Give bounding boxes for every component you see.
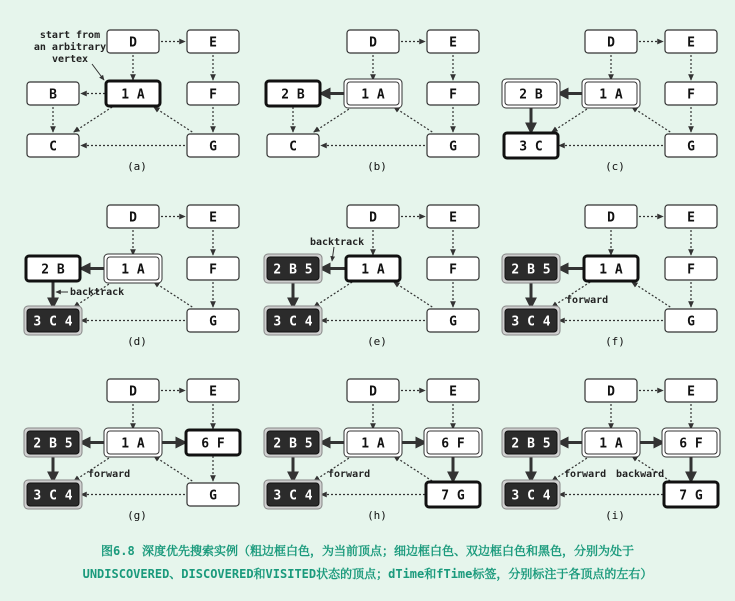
backtrack-pointer <box>332 247 334 261</box>
vertex-label: 3 C 4 <box>33 314 73 330</box>
vertex-e <box>187 30 239 53</box>
vertex-f <box>424 428 482 457</box>
vertex-e <box>665 30 717 53</box>
vertex-label: G <box>449 139 457 155</box>
caption-line-1: 图6.8 深度优先搜索实例（粗边框白色，为当前顶点；细边框白色、双边框白色和黑色，分别为处于 <box>101 544 634 558</box>
backtrack-note: backtrack <box>70 287 125 298</box>
vertex-f <box>665 82 717 105</box>
vertex-label: 7 G <box>441 488 465 504</box>
panel-h <box>240 349 485 524</box>
vertex-c <box>502 480 560 509</box>
vertex-label: 3 C 4 <box>273 314 313 330</box>
vertex-label: 2 B <box>281 87 305 103</box>
vertex-label: G <box>209 139 217 155</box>
panel-i <box>478 349 723 524</box>
vertex-label: 1 A <box>361 87 385 103</box>
vertex-d <box>107 205 159 228</box>
vertex-label: E <box>687 35 695 51</box>
vertex-label: C <box>49 139 57 155</box>
vertex-label: 2 B 5 <box>273 436 313 452</box>
edge-g-a <box>632 107 670 132</box>
panel-graph <box>0 0 245 175</box>
vertex-e <box>427 30 479 53</box>
panel-label: (g) <box>127 509 147 522</box>
forward-note: forward <box>566 295 609 306</box>
vertex-label: 2 B 5 <box>511 436 551 452</box>
vertex-label: F <box>687 87 695 103</box>
vertex-label: 1 A <box>361 262 385 278</box>
edge-g-a <box>154 282 192 307</box>
vertex-b <box>27 82 79 105</box>
vertex-label: D <box>129 384 137 400</box>
vertex-label: 1 A <box>599 87 623 103</box>
edge-g-a <box>394 456 432 481</box>
vertex-label: 6 F <box>201 436 225 452</box>
vertex-f <box>427 82 479 105</box>
vertex-label: 1 A <box>121 436 145 452</box>
edge-g-a <box>154 456 192 481</box>
vertex-label: 2 B 5 <box>33 436 73 452</box>
vertex-c <box>264 480 322 509</box>
vertex-g <box>665 134 717 157</box>
vertex-d <box>585 379 637 402</box>
vertex-label: G <box>687 314 695 330</box>
edge-g-a <box>154 107 192 132</box>
vertex-g <box>426 482 480 507</box>
vertex-e <box>427 205 479 228</box>
vertex-b <box>264 254 322 283</box>
vertex-label: 2 B <box>41 262 65 278</box>
panel-c <box>478 0 723 175</box>
panel-graph <box>240 0 485 175</box>
edge-g-a <box>394 107 432 132</box>
vertex-f <box>665 257 717 280</box>
vertex-label: D <box>369 384 377 400</box>
panel-b <box>240 0 485 175</box>
edge-a-c <box>314 107 352 132</box>
vertex-c <box>24 480 82 509</box>
panel-g <box>0 349 245 524</box>
panel-graph <box>240 175 485 350</box>
panel-label: (d) <box>127 335 147 348</box>
vertex-a <box>582 428 640 457</box>
vertex-b <box>26 256 80 281</box>
vertex-g <box>427 134 479 157</box>
panel-label: (f) <box>605 335 625 348</box>
forward-note: forward <box>88 469 131 480</box>
vertex-label: D <box>369 210 377 226</box>
start-pointer <box>92 64 104 80</box>
vertex-label: 2 B 5 <box>511 262 551 278</box>
caption-line-2: UNDISCOVERED、DISCOVERED和VISITED状态的顶点；dTime和fTime标签，分别标注于各顶点的左右） <box>82 567 653 581</box>
vertex-b <box>264 428 322 457</box>
panel-d <box>0 175 245 350</box>
vertex-label: D <box>607 35 615 51</box>
vertex-e <box>187 379 239 402</box>
start-note-line: vertex <box>51 54 89 65</box>
panel-label: (h) <box>367 509 387 522</box>
vertex-e <box>665 379 717 402</box>
vertex-c <box>264 306 322 335</box>
vertex-label: G <box>209 314 217 330</box>
vertex-label: 2 B 5 <box>273 262 313 278</box>
edge-g-a <box>394 282 432 307</box>
forward-note: forward <box>328 469 371 480</box>
panel-graph <box>478 0 723 175</box>
vertex-label: E <box>449 210 457 226</box>
vertex-g <box>187 309 239 332</box>
vertex-d <box>347 205 399 228</box>
start-note-line: start from <box>39 30 101 41</box>
vertex-label: E <box>449 384 457 400</box>
panel-graph <box>0 349 245 524</box>
panel-graph <box>478 175 723 350</box>
vertex-g <box>427 309 479 332</box>
vertex-a <box>584 256 638 281</box>
vertex-label: E <box>687 384 695 400</box>
vertex-label: 1 A <box>599 262 623 278</box>
vertex-label: E <box>687 210 695 226</box>
vertex-g <box>187 134 239 157</box>
panel-label: (b) <box>367 160 387 173</box>
panel-f <box>478 175 723 350</box>
vertex-a <box>344 79 402 108</box>
panel-graph <box>0 175 245 350</box>
backtrack-note: backtrack <box>310 237 365 248</box>
vertex-label: C <box>289 139 297 155</box>
vertex-label: 2 B <box>519 87 543 103</box>
vertex-label: 6 F <box>679 436 703 452</box>
vertex-a <box>344 428 402 457</box>
panel-a <box>0 0 245 175</box>
vertex-b <box>502 428 560 457</box>
vertex-label: F <box>209 262 217 278</box>
panel-label: (e) <box>367 335 387 348</box>
panel-label: (i) <box>605 509 625 522</box>
vertex-label: E <box>209 384 217 400</box>
vertex-c <box>504 133 558 158</box>
vertex-label: B <box>49 87 57 103</box>
vertex-label: E <box>209 35 217 51</box>
backward-note: backward <box>616 469 665 480</box>
vertex-label: 3 C <box>519 139 543 155</box>
vertex-label: 1 A <box>361 436 385 452</box>
vertex-label: G <box>209 488 217 504</box>
vertex-label: F <box>449 262 457 278</box>
panel-label: (c) <box>605 160 625 173</box>
vertex-label: 7 G <box>679 488 703 504</box>
vertex-f <box>662 428 720 457</box>
panel-graph <box>478 349 723 524</box>
vertex-label: 3 C 4 <box>33 488 73 504</box>
vertex-c <box>24 306 82 335</box>
vertex-f <box>187 82 239 105</box>
vertex-b <box>502 254 560 283</box>
vertex-a <box>104 428 162 457</box>
vertex-label: 1 A <box>599 436 623 452</box>
vertex-label: F <box>209 87 217 103</box>
vertex-f <box>427 257 479 280</box>
vertex-e <box>665 205 717 228</box>
vertex-b <box>502 79 560 108</box>
edge-a-c <box>552 107 590 132</box>
vertex-c <box>27 134 79 157</box>
vertex-a <box>104 254 162 283</box>
vertex-label: 6 F <box>441 436 465 452</box>
vertex-d <box>107 30 159 53</box>
vertex-d <box>585 30 637 53</box>
vertex-label: F <box>687 262 695 278</box>
start-note-line: an arbitrary <box>33 42 107 53</box>
edge-a-c <box>74 107 112 132</box>
vertex-b <box>24 428 82 457</box>
vertex-label: G <box>687 139 695 155</box>
panel-graph <box>240 349 485 524</box>
vertex-a <box>582 79 640 108</box>
vertex-label: E <box>209 210 217 226</box>
panel-label: (a) <box>127 160 147 173</box>
vertex-label: D <box>129 210 137 226</box>
edge-a-c <box>314 282 352 307</box>
panel-e <box>240 175 485 350</box>
vertex-g <box>187 483 239 506</box>
vertex-d <box>107 379 159 402</box>
vertex-label: 3 C 4 <box>511 314 551 330</box>
vertex-label: G <box>449 314 457 330</box>
vertex-d <box>347 379 399 402</box>
vertex-e <box>187 205 239 228</box>
vertex-label: D <box>369 35 377 51</box>
vertex-b <box>266 81 320 106</box>
vertex-label: 1 A <box>121 262 145 278</box>
vertex-c <box>267 134 319 157</box>
vertex-label: D <box>607 210 615 226</box>
vertex-d <box>585 205 637 228</box>
vertex-a <box>106 81 160 106</box>
vertex-g <box>664 482 718 507</box>
vertex-label: 3 C 4 <box>511 488 551 504</box>
forward-note: forward <box>564 469 607 480</box>
vertex-label: F <box>449 87 457 103</box>
vertex-label: 1 A <box>121 87 145 103</box>
vertex-d <box>347 30 399 53</box>
vertex-label: D <box>129 35 137 51</box>
vertex-a <box>346 256 400 281</box>
vertex-c <box>502 306 560 335</box>
edge-g-a <box>632 282 670 307</box>
figure-caption <box>0 540 735 586</box>
vertex-f <box>187 257 239 280</box>
vertex-g <box>665 309 717 332</box>
vertex-e <box>427 379 479 402</box>
vertex-label: E <box>449 35 457 51</box>
vertex-f <box>186 430 240 455</box>
vertex-label: 3 C 4 <box>273 488 313 504</box>
vertex-label: D <box>607 384 615 400</box>
